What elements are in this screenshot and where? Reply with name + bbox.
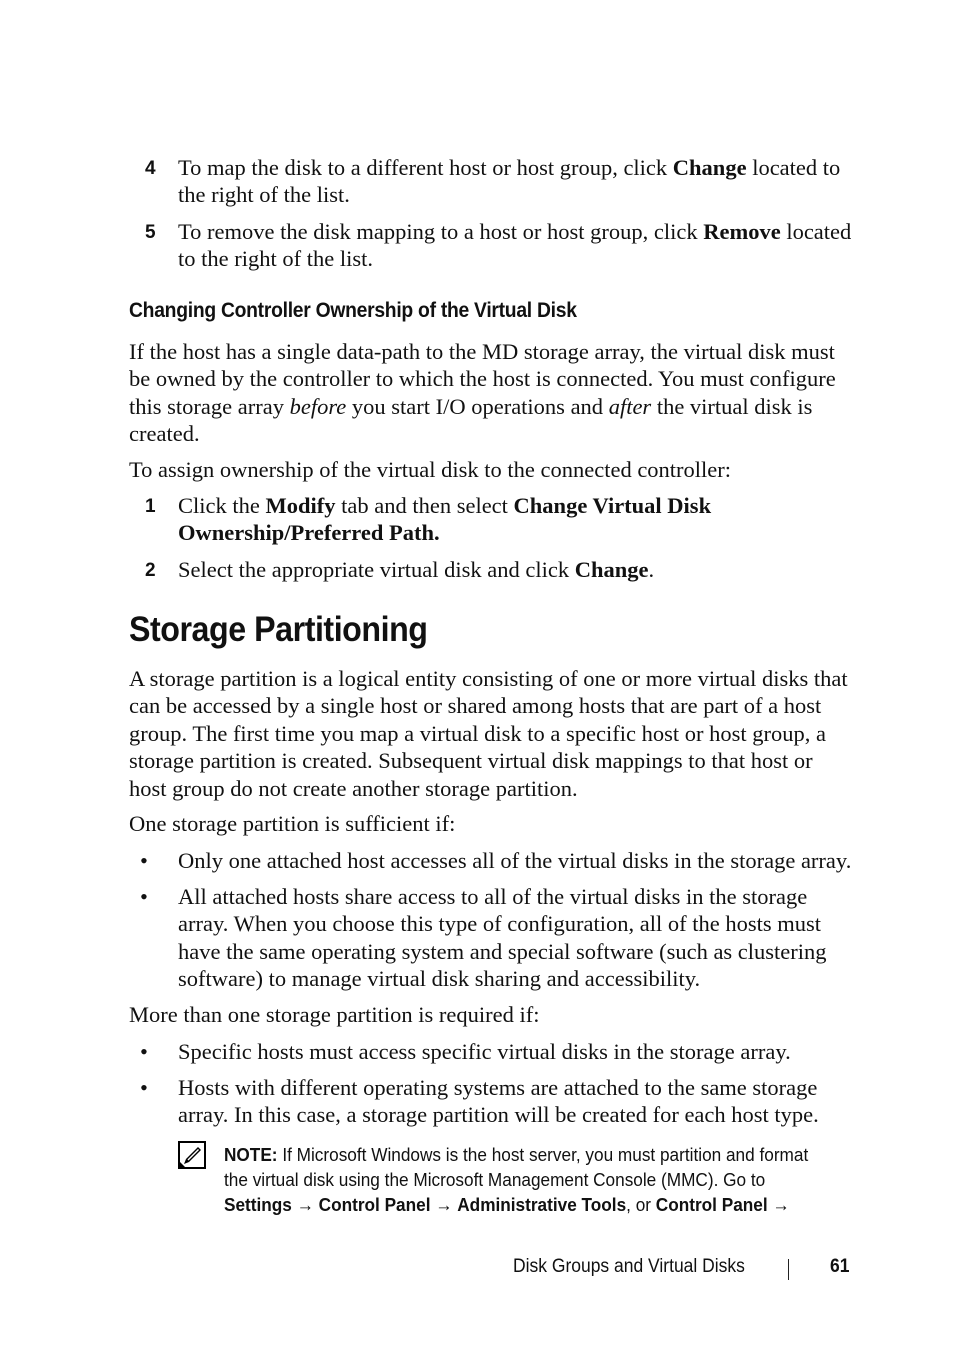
footer-divider [788, 1259, 789, 1280]
step-5 [129, 218, 854, 273]
list-item: • All attached hosts share access to all of the virtual disks in the storage array. When you choose this type of configuration, all of the hosts must have the same operating system and special software (such as clustering software) to manage virtual disk sharing and accessibility. [140, 884, 827, 992]
step-text: Click the Modify tab and then select Change Virtual Disk Ownership/Preferred Path. [178, 493, 712, 546]
step-number: 1 [145, 496, 156, 517]
step-4 [129, 154, 854, 209]
required-intro: More than one storage partition is required if: [129, 1002, 540, 1027]
footer-section-title: Disk Groups and Virtual Disks [513, 1256, 745, 1277]
section-heading-storage-partitioning: Storage Partitioning [129, 610, 428, 649]
ownership-intro: To assign ownership of the virtual disk to the connected controller: [129, 457, 732, 482]
page-number: 61 [830, 1256, 850, 1277]
list-item: • Specific hosts must access specific virtual disks in the storage array. [140, 1039, 791, 1064]
ownership-step-2 [129, 556, 854, 583]
note-pencil-icon [177, 1140, 207, 1170]
ownership-paragraph: If the host has a single data-path to the MD storage array, the virtual disk must be owned by the controller to which the host is connected. You must configure this storage array before you start I/O operations and after the virtual disk is created. [129, 339, 836, 447]
step-number: 4 [145, 158, 156, 179]
list-item: • Only one attached host accesses all of the virtual disks in the storage array. [140, 848, 852, 873]
bullet-icon: • [140, 848, 148, 873]
sufficient-intro: One storage partition is sufficient if: [129, 811, 456, 836]
note-text: NOTE: If Microsoft Windows is the host server, you must partition and format the virtual disk using the Microsoft Management Console (MMC). Go to Settings → Control Panel → Administrative Tools, or Control Panel → [224, 1144, 809, 1215]
note-label: NOTE: [224, 1144, 278, 1165]
bullet-icon: • [140, 1075, 148, 1100]
section-heading-ownership: Changing Controller Ownership of the Virtual Disk [129, 299, 577, 322]
partitioning-paragraph: A storage partition is a logical entity consisting of one or more virtual disks that can be accessed by a single host or shared among hosts that are part of a host group. The first time you map a virtual disk to a specific host or host group, a storage partition is created. Subsequent virtual disk mappings to that host or host group do not create another storage partition. [129, 666, 848, 801]
change-ui-label: Change [672, 155, 747, 180]
remove-ui-label: Remove [703, 219, 781, 244]
bullet-icon: • [140, 1039, 148, 1064]
ownership-step-1 [129, 492, 854, 547]
list-item: • Hosts with different operating systems are attached to the same storage array. In this case, a storage partition will be created for each host type. [140, 1075, 819, 1128]
step-text: To map the disk to a different host or host group, click Change located to the right of the list. [178, 155, 841, 208]
step-text: To remove the disk mapping to a host or host group, click Remove located to the right of the list. [178, 219, 852, 272]
bullet-icon: • [140, 884, 148, 909]
step-text: Select the appropriate virtual disk and click Change. [178, 557, 655, 582]
step-number: 2 [145, 560, 156, 581]
step-number: 5 [145, 222, 156, 243]
